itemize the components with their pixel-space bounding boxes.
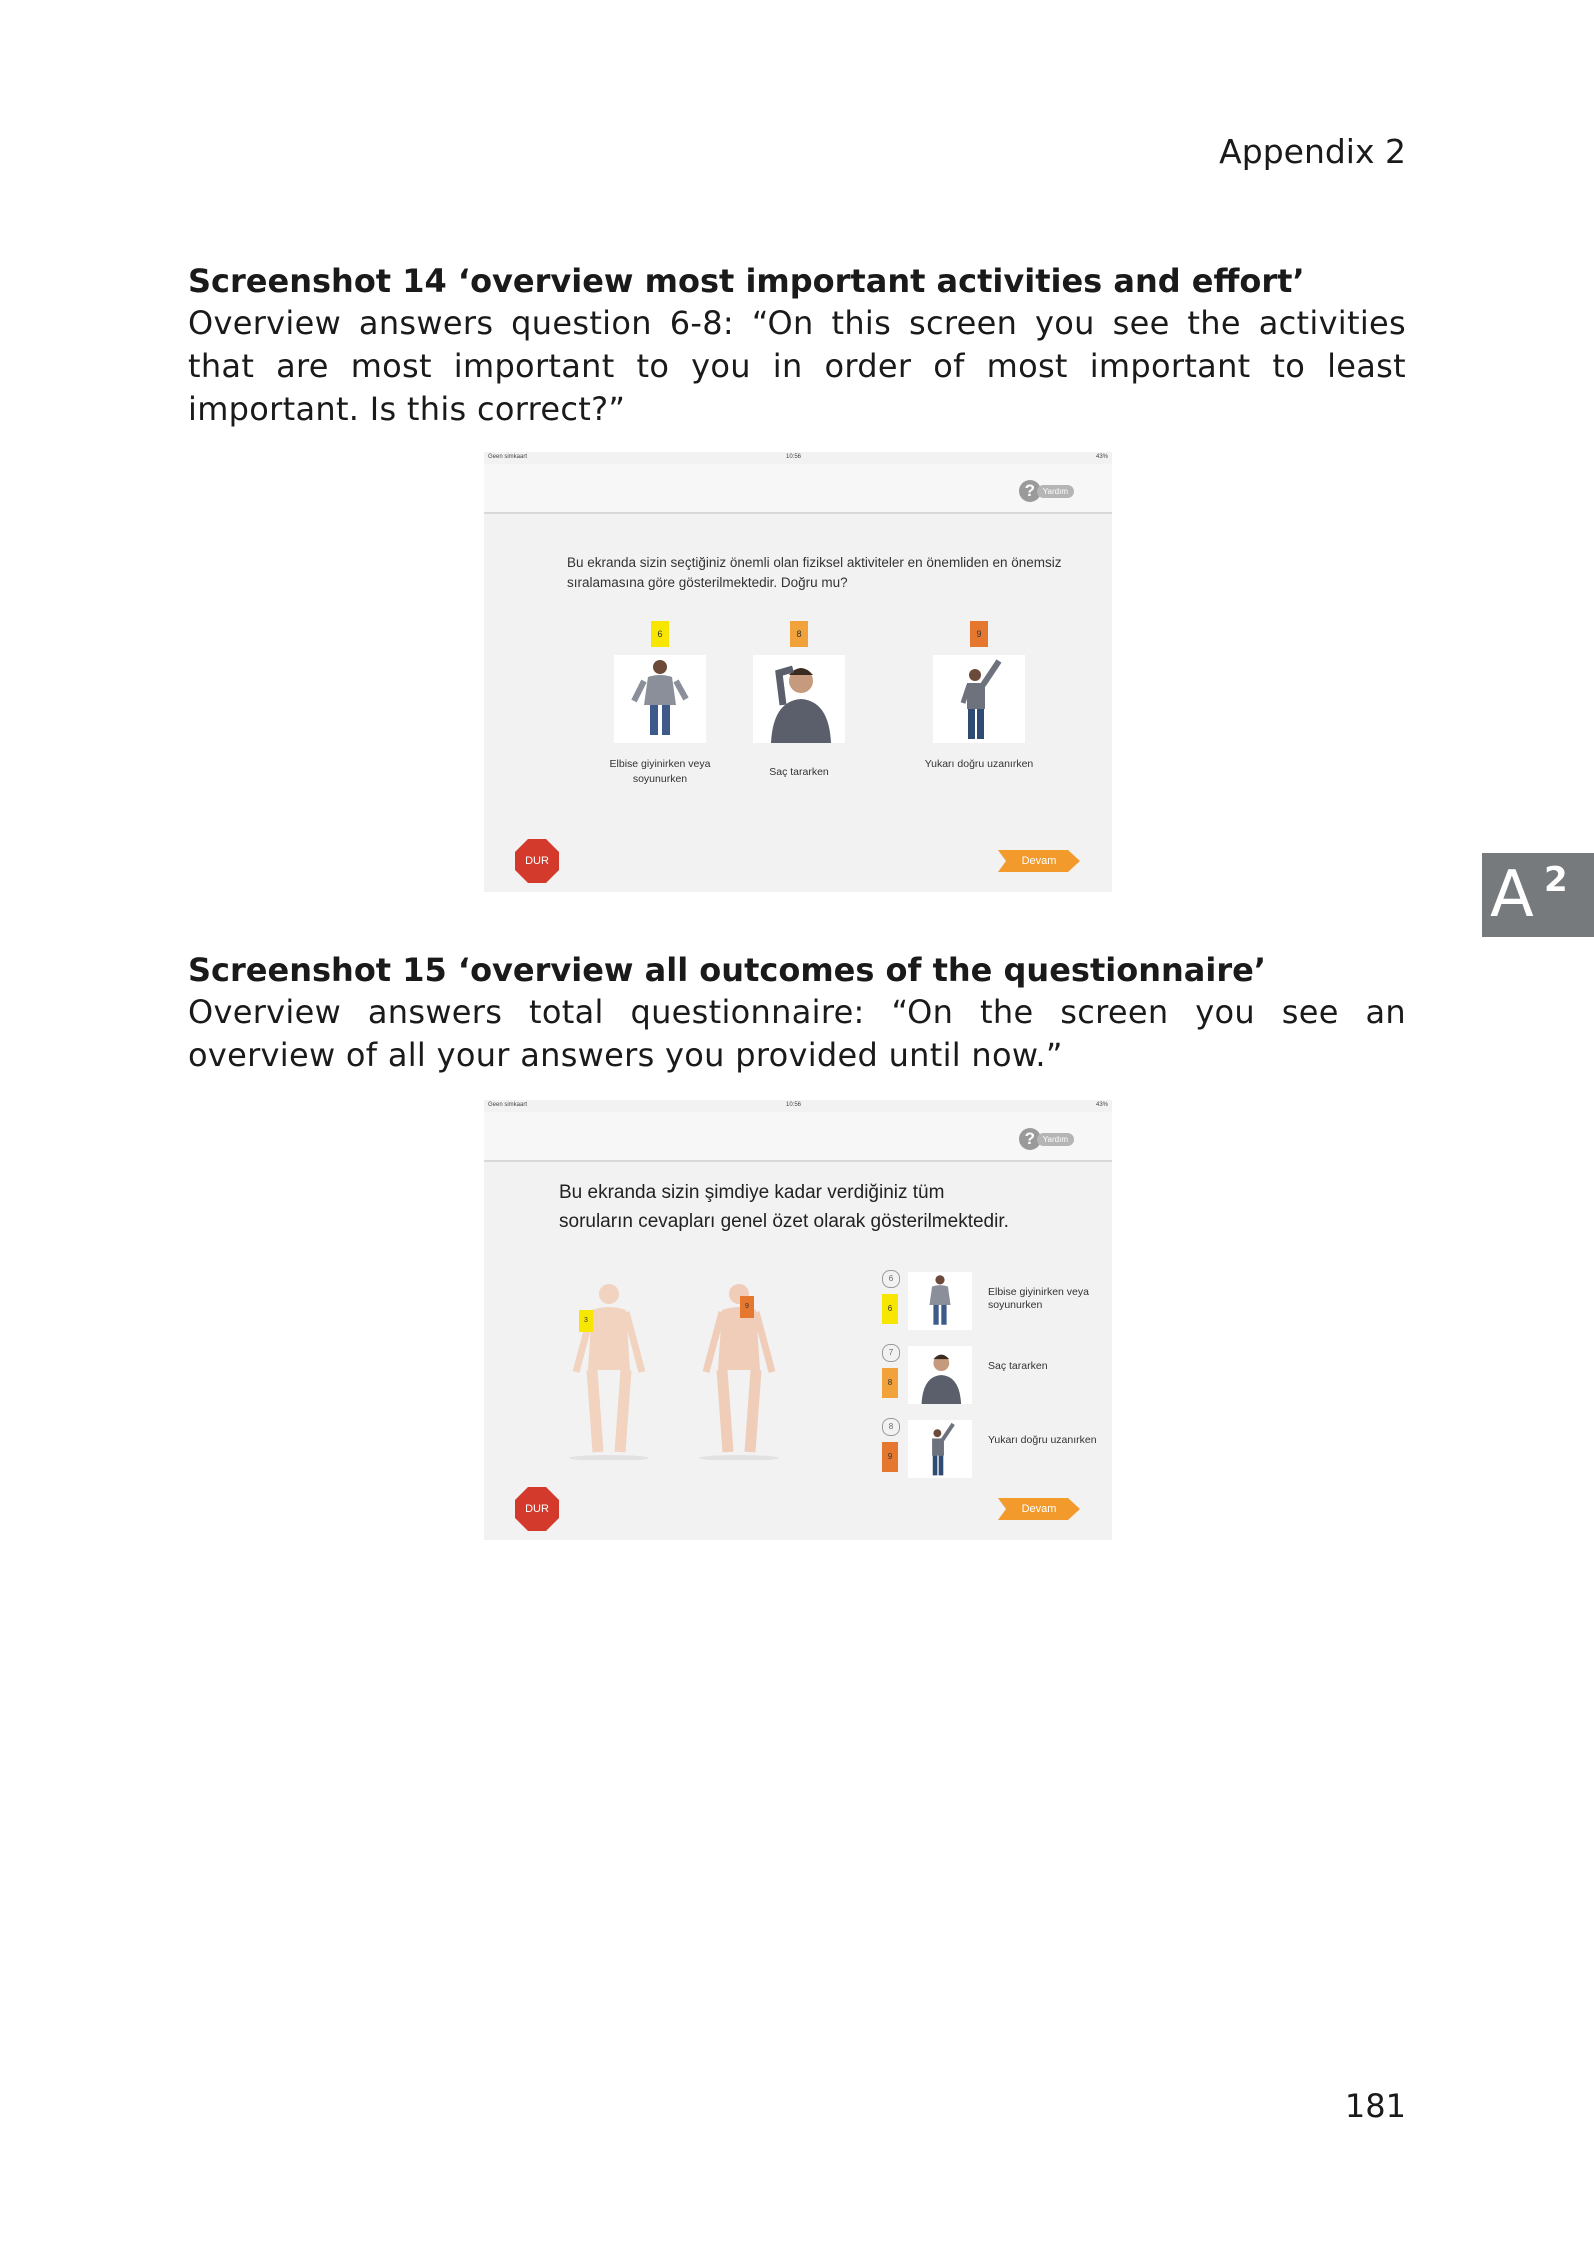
stop-button-label: DUR <box>525 1503 549 1515</box>
body-back-figure <box>684 1280 794 1460</box>
person-combing-photo <box>753 655 845 743</box>
person-dressing-photo <box>908 1272 972 1330</box>
help-label: Yardım <box>1037 1133 1074 1146</box>
score-badge: 9 <box>882 1442 898 1472</box>
status-bar <box>484 452 1112 464</box>
person-reaching-photo <box>933 655 1025 743</box>
stop-button[interactable] <box>514 838 560 884</box>
status-time: 10:56 <box>786 454 802 460</box>
help-button[interactable] <box>1019 480 1074 502</box>
question-number: 8 <box>882 1418 900 1436</box>
appendix-side-tab <box>1482 853 1594 937</box>
activity-label: Elbise giyinirken veya soyunurken <box>609 758 711 785</box>
screenshot-15 <box>484 1100 1112 1540</box>
next-button[interactable] <box>998 850 1080 872</box>
next-button-label: Devam <box>1021 855 1057 867</box>
score-badge: 6 <box>651 621 669 647</box>
question-number: 7 <box>882 1344 900 1362</box>
nav-bar <box>484 464 1112 514</box>
activity-label: Saç tararken <box>988 1360 1048 1372</box>
page-number: 181 <box>1344 2087 1406 2125</box>
next-button[interactable] <box>998 1498 1080 1520</box>
help-icon: ? <box>1019 1128 1041 1150</box>
score-badge: 8 <box>790 621 808 647</box>
summary-row[interactable] <box>882 1420 1097 1480</box>
section-15-body: Overview answers total questionnaire: “On the screen you see an overview of all your answers you provided until now.” <box>188 993 1406 1074</box>
status-bar <box>484 1100 1112 1112</box>
help-button[interactable] <box>1019 1128 1074 1150</box>
person-dressing-photo <box>614 655 706 743</box>
status-carrier: Geen simkaart <box>488 1102 528 1108</box>
status-battery: 43% <box>1095 1102 1108 1108</box>
body-front-figure <box>554 1280 664 1460</box>
status-time: 10:56 <box>786 1102 802 1108</box>
question-number: 6 <box>882 1270 900 1288</box>
activity-card[interactable] <box>914 621 1044 772</box>
summary-row[interactable] <box>882 1272 1092 1332</box>
activity-label: Elbise giyinirken veya soyunurken <box>988 1286 1089 1311</box>
section-15-title: Screenshot 15 ‘overview all outcomes of the questionnaire’ <box>188 951 1266 989</box>
summary-row[interactable] <box>882 1346 1092 1406</box>
screen-prompt: Bu ekranda sizin şimdiye kadar verdiğiniz tüm soruların cevapları genel özet olarak gösterilmektedir. <box>559 1182 1009 1232</box>
help-label: Yardım <box>1037 485 1074 498</box>
section-14-body: Overview answers question 6-8: “On this screen you see the activities that are most important to you in order of most important to least important. Is this correct?” <box>188 304 1406 428</box>
section-14-title: Screenshot 14 ‘overview most important activities and effort’ <box>188 262 1305 300</box>
screenshot-14 <box>484 452 1112 892</box>
next-button-label: Devam <box>1021 1503 1057 1515</box>
activity-label: Saç tararken <box>769 766 829 778</box>
body-mark[interactable]: 3 <box>579 1310 593 1332</box>
running-head: Appendix 2 <box>1219 132 1406 171</box>
body-mark[interactable]: 9 <box>740 1296 754 1318</box>
stop-button[interactable] <box>514 1486 560 1532</box>
activity-label: Yukarı doğru uzanırken <box>988 1434 1097 1446</box>
nav-bar <box>484 1112 1112 1162</box>
activity-card[interactable] <box>734 621 864 780</box>
side-tab-superscript: 2 <box>1544 860 1568 900</box>
side-tab-letter: A <box>1490 858 1534 932</box>
stop-button-label: DUR <box>525 855 549 867</box>
status-battery: 43% <box>1095 454 1108 460</box>
activity-label: Yukarı doğru uzanırken <box>924 758 1034 770</box>
screen-prompt: Bu ekranda sizin seçtiğiniz önemli olan fiziksel aktiviteler en önemliden en önemsiz sıralamasına göre gösterilmektedir. Doğru mu? <box>567 555 1062 590</box>
person-combing-photo <box>908 1346 972 1404</box>
person-reaching-photo <box>908 1420 972 1478</box>
help-icon: ? <box>1019 480 1041 502</box>
score-badge: 9 <box>970 621 988 647</box>
score-badge: 6 <box>882 1294 898 1324</box>
activity-card[interactable] <box>595 621 725 787</box>
score-badge: 8 <box>882 1368 898 1398</box>
status-carrier: Geen simkaart <box>488 454 528 460</box>
